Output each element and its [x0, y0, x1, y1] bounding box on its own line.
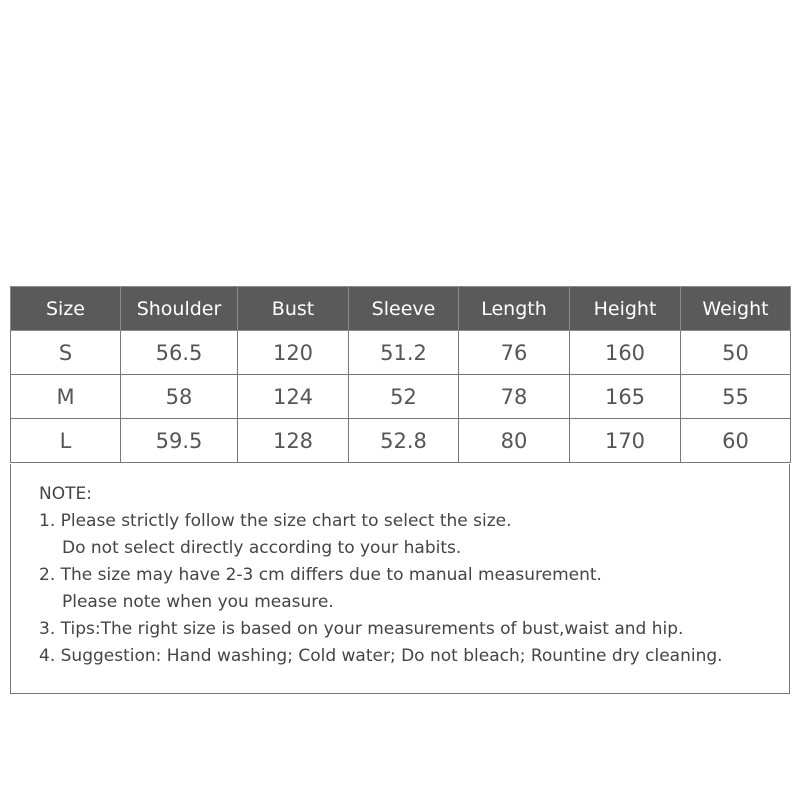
cell-sleeve: 51.2 — [349, 331, 459, 375]
cell-height: 160 — [570, 331, 681, 375]
cell-size: M — [11, 375, 121, 419]
table-row — [11, 331, 791, 375]
note-title: NOTE: — [39, 484, 92, 504]
cell-weight: 50 — [681, 331, 791, 375]
table-row — [11, 375, 791, 419]
cell-sleeve: 52.8 — [349, 419, 459, 463]
size-chart-table — [10, 286, 791, 463]
table-row — [11, 419, 791, 463]
cell-size: S — [11, 331, 121, 375]
cell-shoulder: 58 — [121, 375, 238, 419]
cell-height: 170 — [570, 419, 681, 463]
note-line-3: 3. Tips:The right size is based on your measurements of bust,waist and hip. — [39, 619, 684, 639]
note-line-1: 1. Please strictly follow the size chart to select the size. — [39, 511, 512, 531]
cell-sleeve: 52 — [349, 375, 459, 419]
cell-length: 76 — [459, 331, 570, 375]
cell-length: 78 — [459, 375, 570, 419]
cell-bust: 124 — [238, 375, 349, 419]
note-line-4: 4. Suggestion: Hand washing; Cold water; Do not bleach; Rountine dry cleaning. — [39, 646, 723, 666]
note-line-2: 2. The size may have 2-3 cm differs due to manual measurement. — [39, 565, 602, 585]
cell-height: 165 — [570, 375, 681, 419]
cell-bust: 120 — [238, 331, 349, 375]
cell-shoulder: 56.5 — [121, 331, 238, 375]
header-weight: Weight — [681, 287, 791, 331]
cell-weight: 60 — [681, 419, 791, 463]
header-sleeve: Sleeve — [349, 287, 459, 331]
header-length: Length — [459, 287, 570, 331]
cell-weight: 55 — [681, 375, 791, 419]
header-size: Size — [11, 287, 121, 331]
cell-length: 80 — [459, 419, 570, 463]
note-line-2-continued: Please note when you measure. — [62, 592, 334, 612]
header-shoulder: Shoulder — [121, 287, 238, 331]
cell-size: L — [11, 419, 121, 463]
header-bust: Bust — [238, 287, 349, 331]
note-box — [10, 464, 790, 694]
note-line-1-continued: Do not select directly according to your habits. — [62, 538, 462, 558]
header-height: Height — [570, 287, 681, 331]
cell-shoulder: 59.5 — [121, 419, 238, 463]
table-header-row — [11, 287, 791, 331]
cell-bust: 128 — [238, 419, 349, 463]
